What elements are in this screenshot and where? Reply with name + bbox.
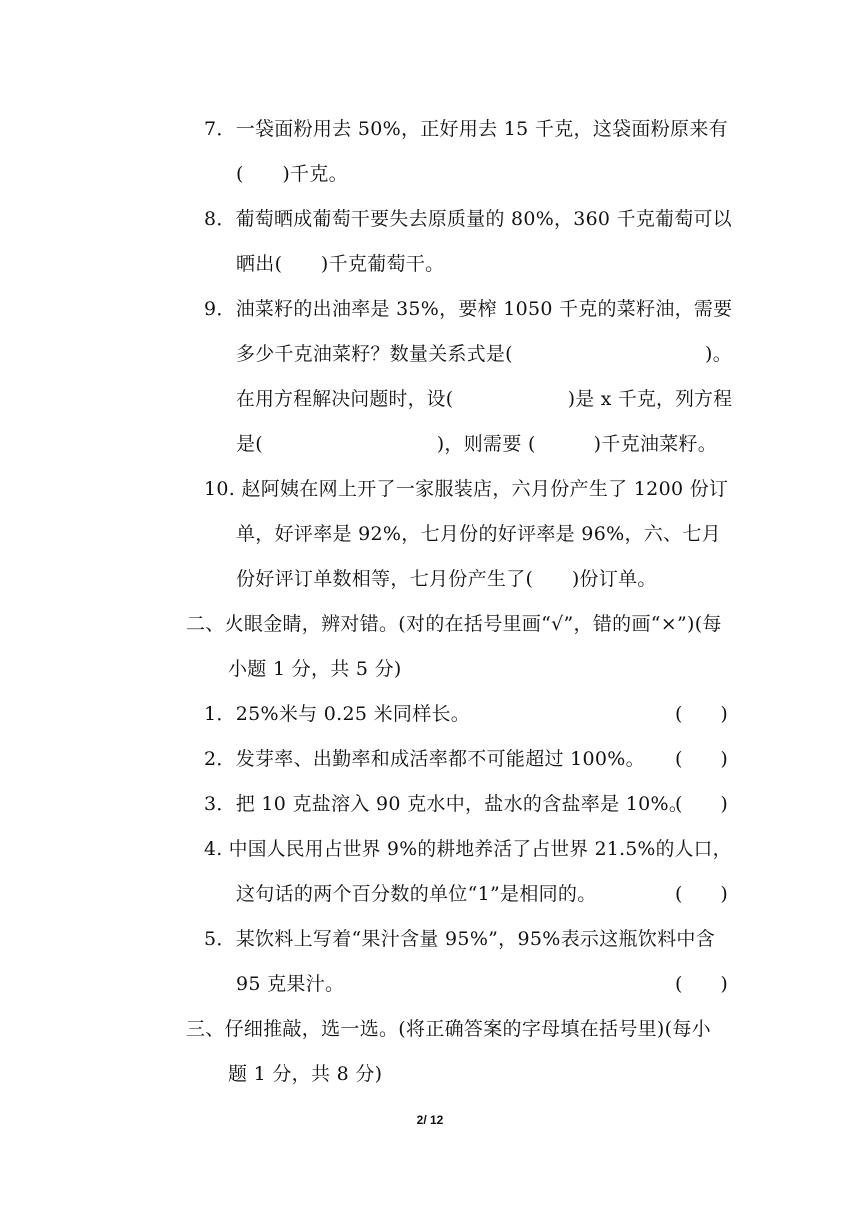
tf-item-3-text: 3．把 10 克盐溶入 90 克水中，盐水的含盐率是 10%。 [204,793,689,815]
tf-item-4-answer-blank[interactable]: ( ) [675,883,728,905]
section2-heading-line-1: 二、火眼金睛，辨对错。(对的在括号里画“√”，错的画“×”)(每 [186,613,722,635]
tf-item-2-answer-blank[interactable]: ( ) [675,748,728,770]
q9-line-2: 多少千克油菜籽？数量关系式是( )。 [236,343,732,365]
page-number: 2/ 12 [416,1113,444,1127]
q8-line-1: 8．葡萄晒成葡萄干要失去原质量的 80%，360 千克葡萄可以 [204,208,732,230]
q7-line-1: 7．一袋面粉用去 50%，正好用去 15 千克，这袋面粉原来有 [204,118,728,140]
tf-item-5-answer-blank[interactable]: ( ) [675,973,728,995]
section3-heading-line-2: 题 1 分，共 8 分) [228,1063,383,1085]
tf-item-3-answer-blank[interactable]: ( ) [675,793,728,815]
q9-line-4: 是( )，则需要 ( )千克油菜籽。 [236,433,718,455]
tf-item-5-text-line-1: 5．某饮料上写着“果汁含量 95%”，95%表示这瓶饮料中含 [204,928,716,950]
q10-line-3: 份好评订单数相等，七月份产生了( )份订单。 [236,568,657,590]
section3-heading-line-1: 三、仔细推敲，选一选。(将正确答案的字母填在括号里)(每小 [186,1018,711,1040]
tf-item-4-text-line-1: 4. 中国人民用占世界 9%的耕地养活了占世界 21.5%的人口， [204,838,732,860]
tf-item-1-text: 1．25%米与 0.25 米同样长。 [204,703,471,725]
tf-item-5-text-line-2: 95 克果汁。 [236,973,345,995]
q10-line-1: 10. 赵阿姨在网上开了一家服装店，六月份产生了 1200 份订 [204,478,729,500]
tf-item-2-text: 2．发芽率、出勤率和成活率都不可能超过 100%。 [204,748,645,770]
q9-line-3: 在用方程解决问题时，设( )是 x 千克，列方程 [236,388,733,410]
tf-item-1-answer-blank[interactable]: ( ) [675,703,728,725]
q10-line-2: 单，好评率是 92%，七月份的好评率是 96%，六、七月 [236,523,721,545]
section2-heading-line-2: 小题 1 分，共 5 分) [228,658,402,680]
q7-line-2: ( )千克。 [236,163,348,185]
q8-line-2: 晒出( )千克葡萄干。 [236,253,445,275]
q9-line-1: 9．油菜籽的出油率是 35%，要榨 1050 千克的菜籽油，需要 [204,298,733,320]
tf-item-4-text-line-2: 这句话的两个百分数的单位“1”是相同的。 [236,883,597,905]
